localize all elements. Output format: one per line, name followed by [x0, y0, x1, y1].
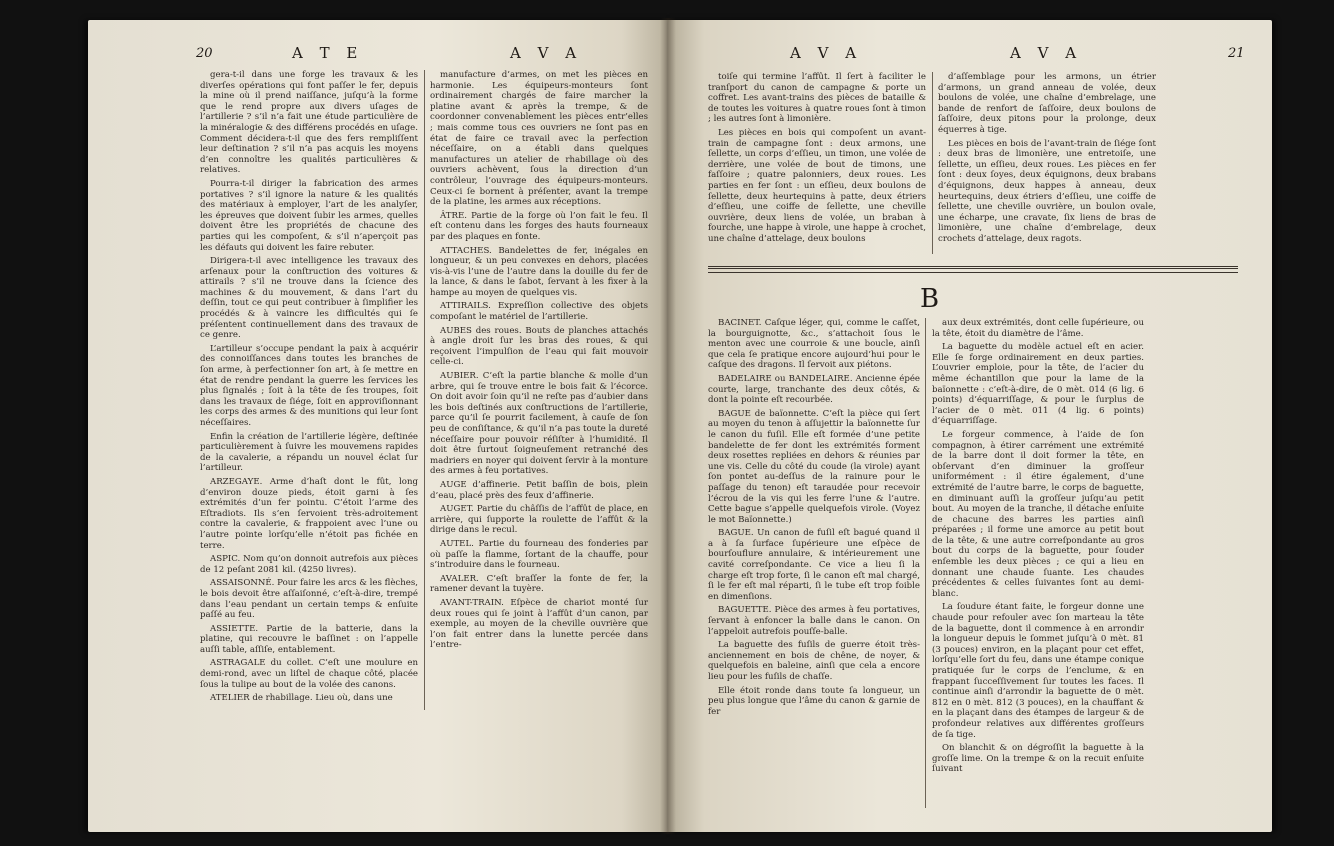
paragraph: aux deux extrémités, dont celle ſupérieure, ou la tête, étoit du diamètre de l’âme. — [932, 318, 1144, 339]
right-column-2 — [932, 318, 1144, 808]
paragraph: ARZEGAYE. Arme d’haſt dont le fût, long d’environ douze pieds, étoit garni à ſes extrémités d’un fer pointu. C’étoit l’arme des Eſtradiots. Ils s’en ſervoient très-adroitement contre la cavalerie, & frappoient avec l’une ou l’autre pointe lorſqu’elle n’étoit pas fichée en terre. — [200, 476, 418, 551]
paragraph: AVALER. C’eſt braſſer la fonte de fer, la ramener devant la tuyère. — [430, 573, 648, 595]
paragraph: BADELAIRE ou BANDELAIRE. Ancienne épée courte, large, tranchante des deux côtés, & dont la pointe eſt recourbée. — [708, 373, 920, 406]
paragraph: Dirigera-t-il avec intelligence les travaux des arſenaux pour la conſtruction des voitures & attirails ? s’il ne trouve dans la ſcience des machines & du mouvement, & dans l’art du deſſin, tout ce qui peut contribuer à ſimplifier les procédés & à vaincre les difficultés qui ſe préſentent continuellement dans des travaux de ce genre. — [200, 256, 418, 341]
paragraph: ATTIRAILS. Expreſſion collective des objets compoſant le matériel de l’artillerie. — [430, 301, 648, 323]
paragraph: AUBES des roues. Bouts de planches attachés à angle droit ſur les bras des roues, & qui reçoivent l’impulſion de l’eau qui fait mouvoir celle-ci. — [430, 325, 648, 368]
paragraph: Les pièces en bois de l’avant-train de ſiége ſont : deux bras de limonière, une entretoiſe, une ſellette, un eſſieu, deux roues. Les pièces en fer ſont : deux ſoyes, deux équignons, deux brabans d’équignons, deux happes à anneau, deux heurtequins, deux étriers d’eſſieu, une coiffe de ſellette, une cheville ouvrière, un boulon ovale, une écharpe, une cravate, ſix liens de bras de limonière, une chaîne d’embrelage, deux crochets d’attelage, deux ragots. — [938, 138, 1156, 244]
paragraph: La baguette du modèle actuel eſt en acier. Elle ſe forge ordinairement en deux parties. L’ouvrier emploie, pour la tête, de l’acier du même échantillon que pour la lame de la baïonnette : c’eſt-à-dire, de 0 mèt. 014 (6 lig. 6 points) d’équarriſſage, & pour le ſurplus de l’acier de 0 mèt. 011 (4 lig. 6 points) d’équarriſſage. — [932, 342, 1144, 427]
paragraph: ASSIETTE. Partie de la batterie, dans la platine, qui recouvre le baſſinet : on l’appelle auſſi table, aſſiſe, entablement. — [200, 623, 418, 655]
left-column-divider — [424, 70, 425, 710]
paragraph: BACINET. Caſque léger, qui, comme le caſſet, la bourguignotte, &c., s’attachoit ſous le menton avec une courroie & une boucle, ainſi que cela ſe pratique encore aujourd’hui pour le caſque des dragons. Il ſervoit aux piétons. — [708, 318, 920, 371]
right-column-1 — [708, 318, 920, 808]
paragraph: toiſe qui termine l’affût. Il ſert à faciliter le tranſport du canon de campagne & porte un coffret. Les avant-trains des pièces de bataille & de toutes les voitures à quatre roues ſont à timon ; les autres ſont à limonière. — [708, 72, 926, 125]
paragraph: ASSAISONNÉ. Pour faire les arcs & les flèches, le bois devoit être aſſaiſonné, c’eſt-à-dire, trempé dans l’eau pendant un certain temps & enſuite paſſé au feu. — [200, 578, 418, 621]
paragraph: Elle étoit ronde dans toute ſa longueur, un peu plus longue que l’âme du canon & garnie de fer — [708, 685, 920, 717]
paragraph: manufacture d’armes, on met les pièces en harmonie. Les équipeurs-monteurs ſont ordinairement chargés de faire marcher la platine avant & après la trempe, & de coordonner convenablement les pièces entr’elles ; mais comme tous ces ouvriers ne ſont pas en état de faire ce travail avec la perfection néceſſaire, on a établi dans quelques manufactures un atelier de rhabillage où des ouvriers achèvent, ſous la direction d’un contrôleur, l’ouvrage des équipeurs-monteurs. Ceux-ci ſe bornent à préſenter, avant la trempe de la platine, les armes aux réceptions. — [430, 70, 648, 208]
paragraph: d’aſſemblage pour les armons, un étrier d’armons, un grand anneau de volée, deux boulons de volée, une chaîne d’embrelage, une bande de renfort de ſaſſoire, deux boulons de ſaſſoire, deux pitons pour la prolonge, deux équerres à tige. — [938, 72, 1156, 135]
paragraph: gera-t-il dans une forge les travaux & les diverſes opérations qui font paſſer le fer, depuis la mine où il prend naiſſance, juſqu’à la forme que le rend propre aux divers uſages de l’artillerie ? s’il n’a fait une étude particulière de la minéralogie & des différens procédés en uſage. Comment décidera-t-il que des fers rempliſſent leur deſtination ? s’il n’a pas acquis les moyens d’en connoître les qualités particulières & relatives. — [200, 70, 418, 176]
paragraph: BAGUE de baïonnette. C’eſt la pièce qui ſert au moyen du tenon à aſſujettir la baïonnette ſur le canon du fuſil. Elle eſt formée d’une petite bandelette de fer dont les extrémités forment deux rosettes repliées en dehors & réunies par une vis. Celle du côté du coude (la virole) ayant ſon pontet au-deſſus de la rainure pour le paſſage du tenon) eſt taraudée pour recevoir l’écrou de la vis qui les ferre l’une & l’autre. Cette bague s’appelle quelquefois virole. (Voyez le mot Baïonnette.) — [708, 408, 920, 525]
paragraph: AUGET. Partie du châſſis de l’affût de place, en arrière, qui ſupporte la roulette de l’affût & la dirige dans le recul. — [430, 504, 648, 536]
paragraph: L’artilleur s’occupe pendant la paix à acquérir des connoiſſances dans toutes les branches de ſon arme, à perfectionner ſon art, à ſe mettre en état de rendre pendant la guerre les ſervices les plus ſignalés ; ſoit à la tête de ſes troupes, ſoit dans les travaux de ſiége, ſoit en approviſionnant les corps des armes & des munitions qui leur ſont néceſſaires. — [200, 343, 418, 428]
left-running-head-1: A T E — [292, 44, 364, 62]
paragraph: Pourra-t-il diriger la fabrication des armes portatives ? s’il ignore la nature & les qualités des matériaux à employer, l’art de les analyſer, les épreuves que doivent ſubir les armes, quelles doivent être les propriétés de chacune des parties qui les compoſent, & s’il n’aperçoit pas les défauts qui doivent les faire rebuter. — [200, 178, 418, 253]
right-top-column-divider — [932, 72, 933, 254]
section-rule-thin — [708, 272, 1238, 273]
right-running-head-2: A V A — [1010, 44, 1083, 62]
paragraph: AUGE d’affinerie. Petit baſſin de bois, plein d’eau, placé près des feux d’affinerie. — [430, 479, 648, 501]
paragraph: Enfin la création de l’artillerie légère, deſtinée particulièrement à ſuivre les mouvemens rapides de la cavalerie, a répandu un nouvel éclat ſur l’artilleur. — [200, 431, 418, 474]
left-folio: 20 — [196, 46, 213, 61]
paragraph: On blanchit & on dégroſſit la baguette à la groſſe lime. On la trempe & on la recuit enſuite ſuivant — [932, 743, 1144, 775]
paragraph: ASPIC. Nom qu’on donnoit autrefois aux pièces de 12 peſant 2081 kil. (4250 livres). — [200, 554, 418, 575]
paragraph: Les pièces en bois qui compoſent un avant-train de campagne ſont : deux armons, une ſellette, un corps d’eſſieu, un timon, une volée de derrière, une volée de bout de timons, une faſſoire ; quatre palonniers, deux roues. Les parties en fer ſont : un eſſieu, deux boulons de ſellette, deux heurtequins à patte, deux étriers d’eſſieu, une coiffe de ſellette, une cheville ouvrière, deux liens de volée, un braban à fourche, une happe à virole, une happe à crochet, une chaîne d’attelage, deux boulons — [708, 127, 926, 244]
paragraph: ÂTRE. Partie de la forge où l’on fait le feu. Il eſt contenu dans les forges des hauts fourneaux par des plaques en fonte. — [430, 210, 648, 242]
paragraph: ATELIER de rhabillage. Lieu où, dans une — [210, 693, 393, 704]
paragraph: BAGUE. Un canon de fuſil eſt bagué quand il a à ſa ſurface ſupérieure une eſpèce de bourſouflure annulaire, & intérieurement une cavité correſpondante. Ce vice a lieu ſi la charge eſt trop forte, ſi le canon eſt mal chargé, ſi le fer eſt mal réparti, ſi le tube eſt trop foible en dimenſions. — [708, 528, 920, 602]
left-running-head-2: A V A — [510, 44, 583, 62]
paragraph: Le forgeur commence, à l’aide de ſon compagnon, à étirer carrément une extrémité de la barre dont il doit former la tête, en obſervant d’en diminuer la groſſeur uniformément : il étire également, d’une extrémité de l’autre barre, le corps de baguette, en diminuant auſſi la groſſeur juſqu’au petit bout. Au moyen de la tranche, il détache enſuite de chacune des barres les parties ainſi préparées ; il forme une amorce au petit bout de la tête, & une autre correſpondante au gros bout du corps de la baguette, pour ſouder enſemble les deux pièces ; ce qui a lieu en donnant une chaude ſuante. Les chaudes précédentes & celles ſuivantes ſont au demi-blanc. — [932, 429, 1144, 599]
paragraph: AUTEL. Partie du fourneau des fonderies par où paſſe la flamme, ſortant de la chauffe, pour s’introduire dans le fourneau. — [430, 538, 648, 571]
book-gutter — [660, 18, 676, 834]
paragraph: La baguette des fuſils de guerre étoit très-anciennement en bois de chêne, de noyer, & quelquefois en baleine, ainſi que cela a encore lieu pour les fuſils de chaſſe. — [708, 640, 920, 682]
right-top-column-1 — [708, 72, 926, 258]
section-letter: B — [920, 284, 940, 314]
paragraph: AVANT-TRAIN. Eſpèce de chariot monté ſur deux roues qui ſe joint à l’affût d’un canon, par exemple, au moyen de la cheville ouvrière que l’on fait entrer dans la lunette percée dans l’entre- — [430, 597, 648, 651]
paragraph: BAGUETTE. Pièce des armes à feu portatives, ſervant à enfoncer la balle dans le canon. On l’appeloit autrefois pouſſe-balle. — [708, 605, 920, 637]
paragraph: La ſoudure étant faite, le forgeur donne une chaude pour refouler avec ſon marteau la tête de la baguette, dont il commence à en arrondir la longueur depuis le ſommet juſqu’à 0 mèt. 81 (3 pouces) environ, en la plaçant pour cet effet, lorſqu’elle ſort du feu, dans une étampe conique pratiquée ſur le corps de l’enclume, & en frappant ſucceſſivement ſur toutes les faces. Il continue ainſi d’arrondir la baguette de 0 mèt. 812 en 0 mèt. 812 (3 pouces), en la chauffant & en la plaçant dans des étampes de largeur & de profondeur relatives aux différentes groſſeurs de ſa tige. — [932, 602, 1144, 740]
right-folio: 21 — [1228, 46, 1245, 61]
paragraph: AUBIER. C’eſt la partie blanche & molle d’un arbre, qui ſe trouve entre le bois fait & l’écorce. On doit avoir ſoin qu’il ne reſte pas d’aubier dans les bois deſtinés aux conſtructions de l’artillerie, parce qu’il ſe pourrit facilement, à cauſe de ſon peu de conſiſtance, & qu’il n’a pas toute la dureté néceſſaire pour pouvoir réſiſter à l’humidité. Il doit être ſurtout ſoigneuſement retranché des madriers en noyer qui doivent ſervir à la monture des armes à feu portatives. — [430, 371, 648, 477]
right-column-divider — [925, 318, 926, 808]
left-column-2 — [430, 70, 648, 760]
right-running-head-1: A V A — [790, 44, 863, 62]
paragraph: ASTRAGALE du collet. C’eſt une moulure en demi-rond, avec un liſtel de chaque côté, placée ſous la tulipe au bout de la volée des canons. — [200, 658, 418, 690]
section-rule — [708, 266, 1238, 269]
paragraph: ATTACHES. Bandelettes de fer, inégales en longueur, & un peu convexes en dehors, placées vis-à-vis l’une de l’autre dans la douille du fer de la lance, & dans le ſabot, ſervant à les fixer à la hampe au moyen de quelques vis. — [430, 245, 648, 298]
right-top-column-2 — [938, 72, 1156, 258]
left-column-1 — [200, 70, 418, 760]
